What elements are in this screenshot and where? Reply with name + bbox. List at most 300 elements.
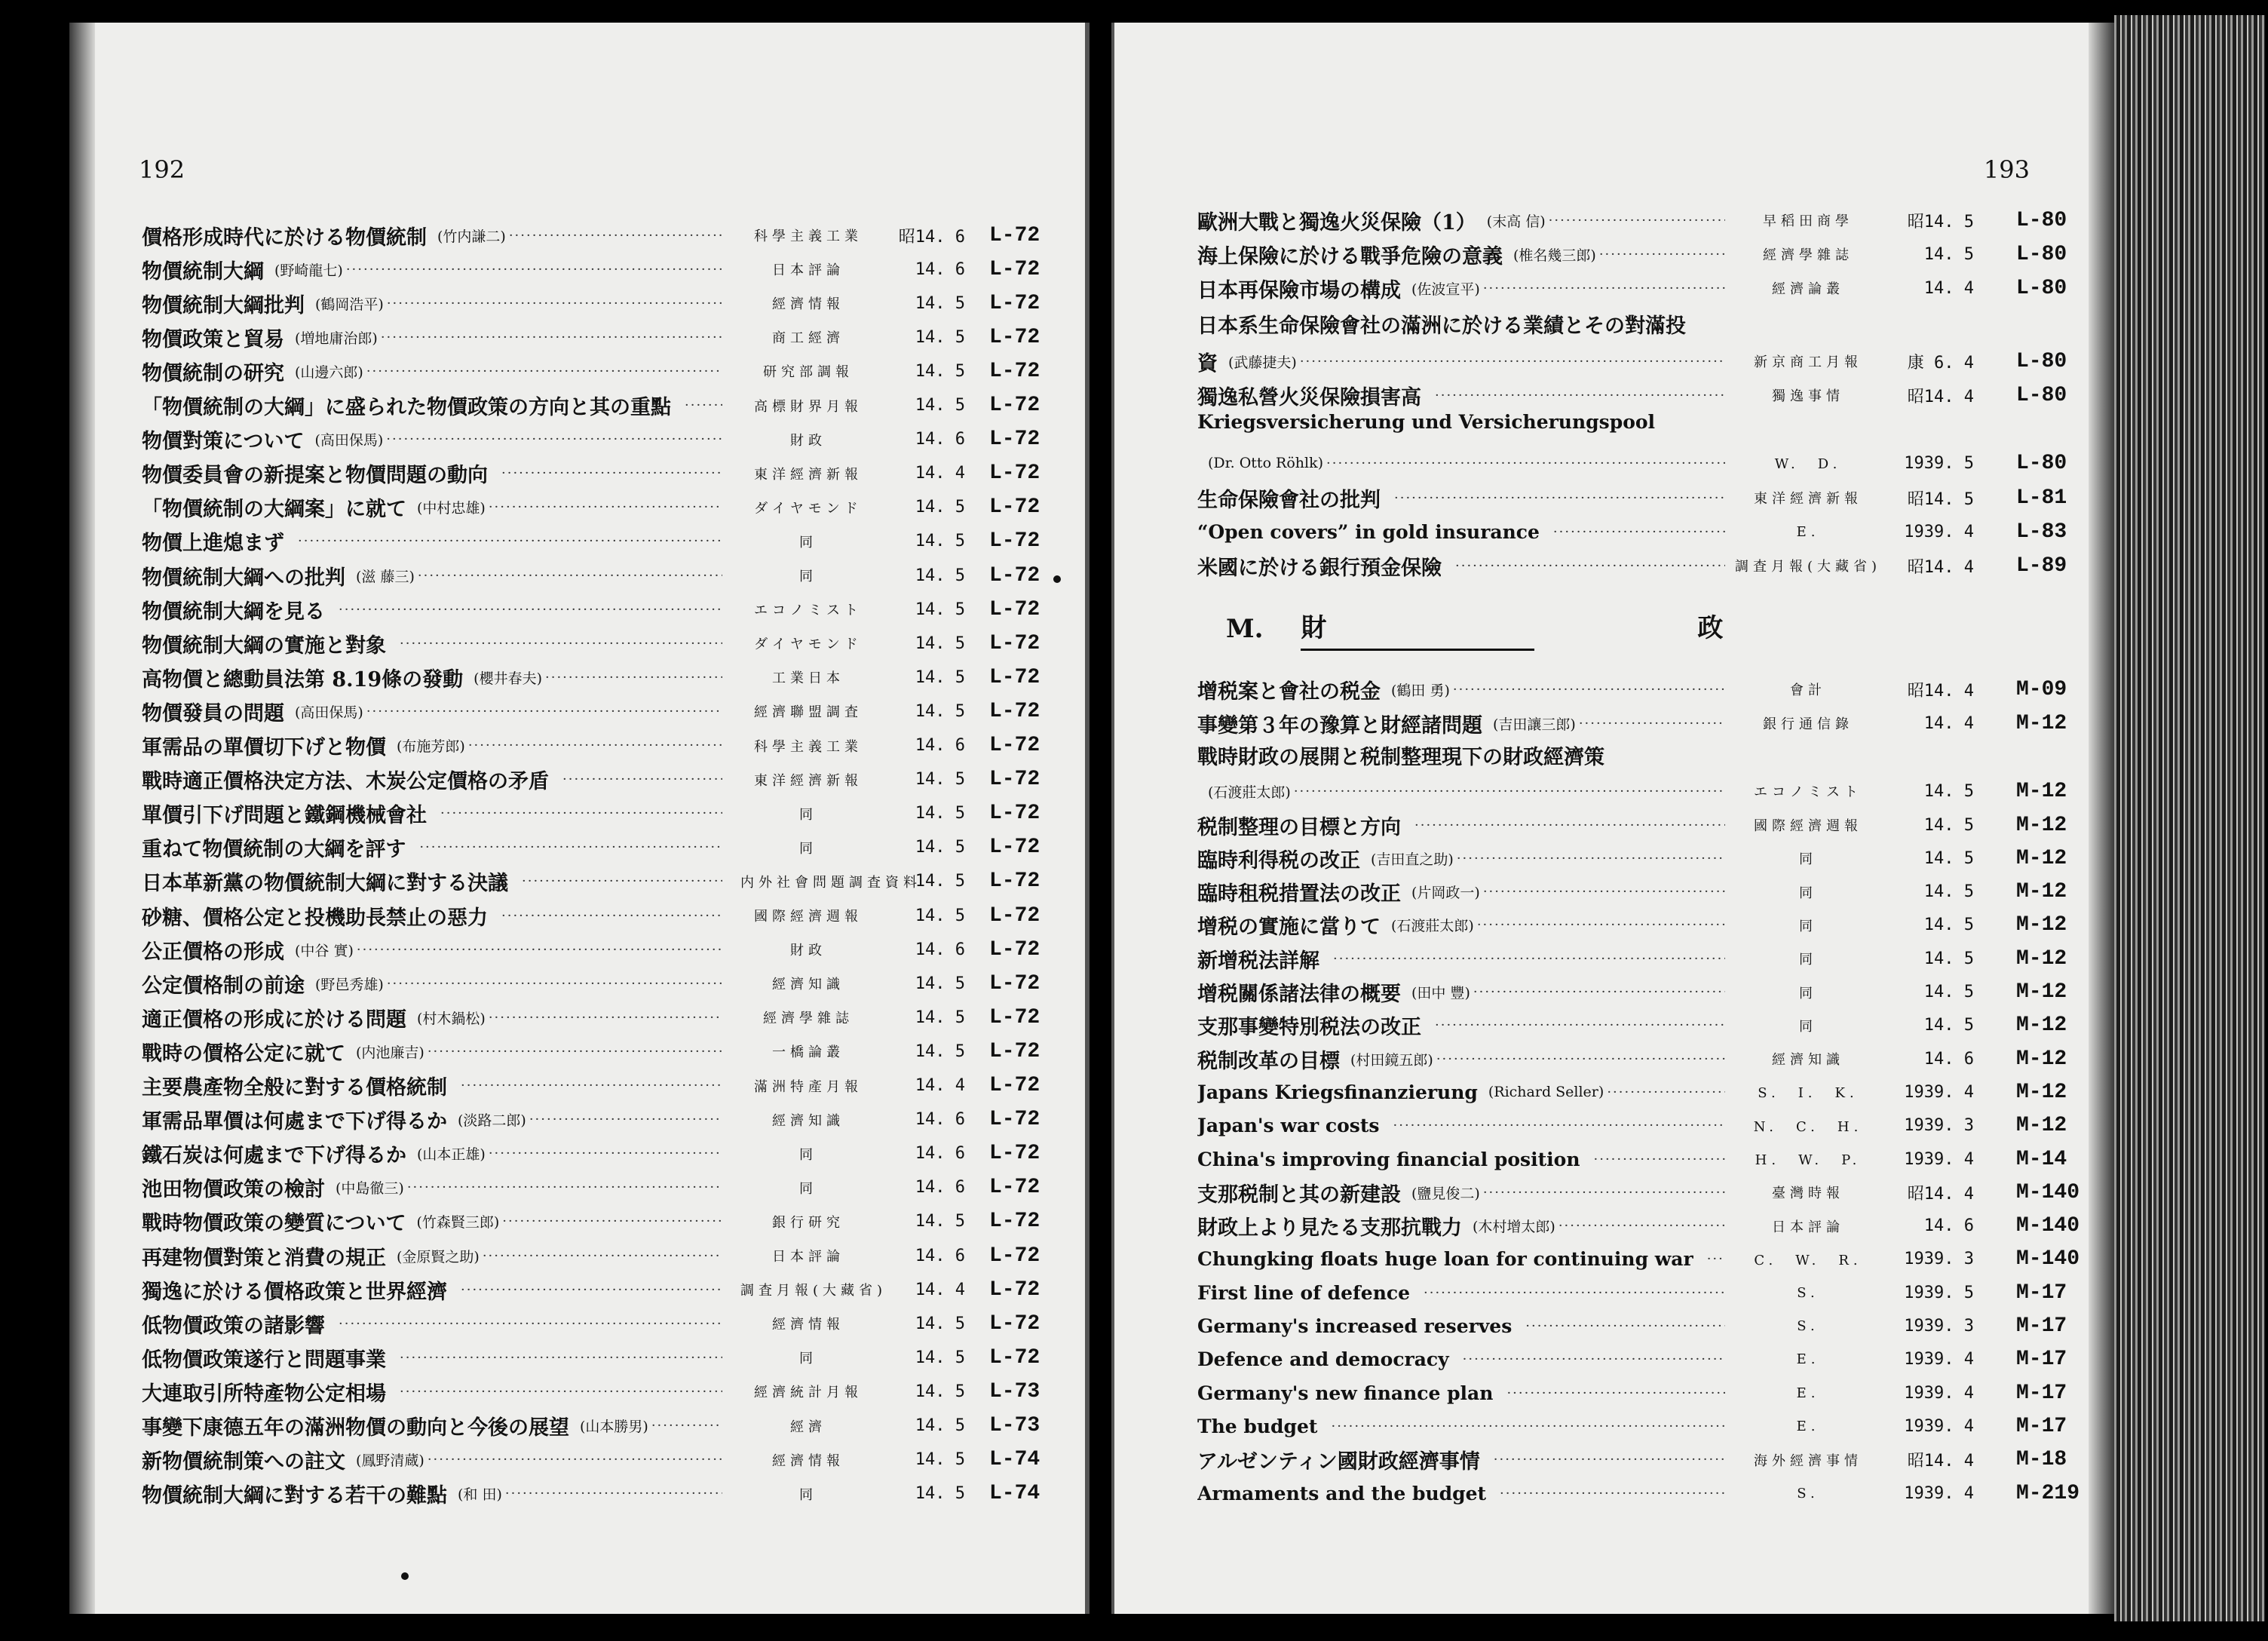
entry-author: (中島徹三) [336, 1180, 404, 1198]
entry-date: 昭14. 4 [1907, 1452, 1974, 1471]
entry-source: 財政 [790, 432, 826, 449]
entry-code: L-72 [989, 495, 1041, 520]
entry-title: 物價政策と貿易 [142, 327, 284, 351]
leader-dots [428, 1452, 722, 1468]
right-page [1111, 23, 2114, 1614]
entry-code: L-72 [989, 836, 1041, 860]
leader-dots [1483, 281, 1725, 296]
entry-title: 支那税制と其の新建設 [1197, 1182, 1401, 1207]
entry-title-cell [1197, 1315, 1725, 1337]
entry-date: 康 6. 4 [1907, 353, 1974, 373]
entry-date: 14. 5 [915, 667, 965, 687]
entry-title-cell [1197, 675, 1725, 704]
entry-code: M-17 [2016, 1381, 2067, 1405]
entry-author: (野崎龍七) [274, 262, 343, 279]
entry-title-cell [142, 1309, 722, 1339]
entry-title-cell [142, 1275, 722, 1305]
entry-title: 戰時適正價格決定方法、木炭公定價格の矛盾 [142, 770, 549, 794]
entry-code: M-18 [2016, 1448, 2067, 1472]
leader-dots [1326, 455, 1725, 471]
entry-date: 14. 6 [1923, 1216, 1974, 1236]
entry-row [1114, 707, 2114, 740]
entry-date: 14. 5 [1923, 781, 1974, 801]
entry-code: L-72 [989, 563, 1041, 587]
entry-date: 昭14. 5 [1907, 489, 1974, 509]
entry-row [69, 219, 1085, 252]
entry-title-cell [1197, 1382, 1725, 1404]
entry-code: L-72 [989, 1005, 1041, 1029]
left-page [69, 23, 1090, 1614]
entry-row [1114, 238, 2114, 271]
entry-code: L-81 [2016, 486, 2067, 510]
entry-source: 經濟情報 [772, 1452, 844, 1469]
entry-title-cell [142, 833, 722, 862]
entry-title: 高物價と總動員法第 8.19條の發動 [142, 667, 464, 692]
entry-row [69, 661, 1085, 694]
entry-title: 增税關係諸法律の概要 [1197, 983, 1401, 1006]
entry-source: 經濟學雜誌 [1763, 247, 1853, 263]
leader-dots [1394, 490, 1725, 506]
entry-author: (椎名幾三郎) [1513, 247, 1596, 264]
entry-date: 14. 5 [915, 906, 965, 925]
leader-dots [1393, 1118, 1725, 1133]
leader-dots [502, 1213, 722, 1229]
entry-source: 同 [1799, 985, 1817, 1001]
entry-author: (竹内謙二) [437, 228, 506, 245]
entry-source: E. [1796, 523, 1820, 540]
entry-title-line: 日本系生命保險會社の滿洲に於ける業績とその對滿投 [1197, 314, 1686, 338]
entry-date: 14. 5 [1923, 916, 1974, 935]
entry-code: L-89 [2016, 554, 2067, 578]
entry-code: M-12 [2016, 946, 2067, 971]
entry-title: 池田物價政策の檢討 [142, 1178, 325, 1202]
entry-title-cell [142, 255, 722, 284]
entry-title: 海上保險に於ける戰爭危險の意義 [1197, 244, 1503, 268]
leader-dots [419, 839, 722, 855]
entry-title-cell [1197, 1348, 1725, 1370]
entry-author: (山本正雄) [417, 1146, 486, 1164]
entry-title: 事變第３年の豫算と財經諸問題 [1197, 713, 1482, 738]
page-number: 193 [1983, 155, 2030, 184]
entry-code: L-72 [989, 597, 1041, 621]
entry-row [1114, 842, 2114, 875]
entry-title: 新增税法詳解 [1197, 949, 1319, 973]
entry-code: M-12 [2016, 980, 2067, 1004]
entry-source: E. [1796, 1385, 1820, 1401]
entry-author: (中村忠雄) [417, 500, 486, 517]
entry-source: 東洋經濟新報 [1754, 491, 1862, 507]
leader-dots [529, 1112, 722, 1127]
entry-date: 14. 6 [915, 430, 965, 449]
entry-row [69, 899, 1085, 932]
entry-title-cell [142, 1071, 722, 1100]
entry-date: 14. 6 [915, 1110, 965, 1130]
entry-title-cell [1197, 483, 1725, 513]
entry-code: L-73 [989, 1414, 1041, 1437]
entry-title-cell [142, 526, 722, 556]
entry-date: 14. 6 [915, 1246, 965, 1265]
entry-author: (田中 豐) [1411, 985, 1470, 1001]
entry-source: 早稻田商學 [1763, 213, 1853, 229]
entry-row [69, 1239, 1085, 1272]
entry-row [69, 1171, 1085, 1204]
entry-code: L-72 [989, 1039, 1041, 1063]
entry-row [1114, 515, 2114, 548]
entry-row [1114, 808, 2114, 842]
entry-date: 14. 5 [915, 1382, 965, 1401]
entry-code: L-72 [989, 802, 1041, 826]
entry-title: 新物價統制策への註文 [142, 1450, 345, 1474]
entry-title-cell [142, 391, 722, 420]
print-speck [1053, 575, 1061, 583]
entry-source: 獨逸事情 [1772, 388, 1844, 404]
entry-source: 日本評論 [772, 262, 844, 279]
entry-source: 調査月報(大藏省) [1734, 559, 1882, 575]
entry-date: 1939. 4 [1904, 1416, 1974, 1436]
entry-author: (吉田讓三郎) [1493, 716, 1576, 733]
entry-date: 1939. 5 [1904, 1283, 1974, 1302]
leader-dots [1599, 247, 1725, 262]
book-page-edges [2114, 15, 2265, 1621]
leader-dots [339, 1316, 722, 1332]
entry-date: 14. 5 [915, 701, 965, 721]
entry-date: 14. 5 [915, 1484, 965, 1504]
entry-row [1114, 1310, 2114, 1343]
entry-date: 14. 5 [915, 600, 965, 619]
leader-dots [651, 1418, 722, 1434]
entry-title-cell [142, 459, 722, 488]
entry-source: 科學主義工業 [754, 229, 863, 244]
entry-source: 財政 [790, 943, 826, 959]
entry-title-cell [1197, 1178, 1725, 1207]
entry-row [1114, 204, 2114, 237]
entry-date: 14. 5 [1923, 983, 1974, 1001]
entry-title-cell [1197, 844, 1725, 873]
entry-source: W. D. [1774, 456, 1842, 472]
leader-dots [1333, 951, 1725, 967]
entry-title-cell [1197, 1081, 1725, 1103]
entry-author: (鶴田 勇) [1391, 682, 1450, 699]
leader-dots [1579, 716, 1725, 732]
entry-title: 獨逸私營火災保險損害高 [1197, 385, 1421, 409]
entry-date: 14. 5 [915, 838, 965, 857]
entry-title: 「物價統制の大綱案」に就て [142, 498, 406, 522]
entry-author: (山邊六郎) [295, 363, 363, 381]
entry-row [69, 1477, 1085, 1511]
leader-dots [505, 1486, 722, 1501]
entry-code: L-72 [989, 1108, 1041, 1132]
entry-author: (石渡莊太郎) [1208, 784, 1291, 801]
entry-source: 研究部調報 [763, 364, 854, 381]
entry-date: 1939. 4 [1904, 1149, 1974, 1169]
entry-title: 適正價格の形成に於ける問題 [142, 1008, 406, 1032]
entry-row [69, 1307, 1085, 1340]
leader-dots [366, 704, 722, 719]
entry-title-cell [142, 595, 722, 624]
entry-title: 米國に於ける銀行預金保險 [1197, 556, 1442, 580]
entry-source: 東洋經濟新報 [754, 466, 863, 483]
entry-row [69, 763, 1085, 796]
entry-title: 低物價政策の諸影響 [142, 1314, 325, 1338]
entry-source: 會計 [1790, 682, 1826, 698]
entry-title-cell [142, 731, 722, 760]
entry-source: 經濟知識 [772, 1112, 844, 1129]
leader-dots [489, 499, 722, 515]
entry-title-cell [142, 765, 722, 794]
entry-title: 税制整理の目標と方向 [1197, 815, 1401, 839]
entry-row [69, 1103, 1085, 1136]
entry-title: 臨時利得税の改正 [1197, 848, 1360, 873]
entry-author: (中谷 實) [295, 942, 354, 959]
entry-title: アルゼンティン國財政經濟事情 [1197, 1450, 1480, 1474]
entry-source: 内外社會問題調査資料 [740, 874, 921, 891]
entry-code: M-12 [2016, 1014, 2067, 1038]
entry-source: S. I. K. [1758, 1085, 1859, 1102]
entry-code: M-09 [2016, 677, 2067, 701]
entry-source: 一橋論叢 [772, 1044, 844, 1061]
leader-dots [440, 805, 722, 821]
entry-source: 同 [1799, 851, 1817, 868]
leader-dots [298, 533, 722, 549]
entry-code: M-12 [2016, 813, 2067, 837]
entry-row [69, 729, 1085, 762]
entry-title: 物價統制大綱批判 [142, 293, 305, 317]
entry-row [69, 321, 1085, 354]
entry-title-cell [142, 867, 722, 896]
entry-title-cell [142, 357, 722, 386]
entry-source: E. [1796, 1351, 1820, 1368]
entry-code: L-72 [989, 1244, 1041, 1268]
entry-date: 14. 5 [1923, 1016, 1974, 1035]
entry-title-cell [142, 1241, 722, 1271]
entry-title-cell [1197, 1445, 1725, 1474]
entry-row [69, 491, 1085, 524]
entry-source: 科學主義工業 [754, 738, 863, 755]
entry-date: 昭14. 4 [1907, 1184, 1974, 1204]
leader-dots [501, 908, 722, 924]
entry-source: 經濟 [790, 1419, 826, 1435]
entry-source: 同 [799, 806, 817, 823]
entry-title: 税制改革の目標 [1197, 1049, 1340, 1073]
entry-code: L-74 [989, 1448, 1041, 1472]
entry-author: (末高 信) [1486, 213, 1546, 230]
entry-author: (和 田) [458, 1486, 502, 1504]
entry-title: 物價統制大綱を見る [142, 600, 325, 624]
entry-title: 日本革新黨の物價統制大綱に對する決議 [142, 872, 508, 896]
entry-row [69, 559, 1085, 592]
entry-source: 同 [799, 569, 817, 584]
leader-dots [1500, 1486, 1725, 1501]
entry-title: Japan's war costs [1197, 1115, 1380, 1137]
entry-title: 物價統制大綱の實施と對象 [142, 633, 386, 658]
entry-source: 同 [1799, 885, 1817, 901]
entry-source: 同 [1799, 1018, 1817, 1035]
leader-dots [545, 670, 722, 686]
entry-title-cell [142, 425, 722, 454]
entry-code: L-72 [989, 870, 1041, 894]
entry-title-cell [1197, 910, 1725, 940]
entry-title: China's improving financial position [1197, 1148, 1580, 1170]
entry-date: 14. 5 [1923, 244, 1974, 264]
entry-date: 14. 5 [1923, 815, 1974, 835]
entry-title-cell [142, 323, 722, 352]
entry-source: S. [1797, 1318, 1819, 1334]
entry-title: “Open covers” in gold insurance [1197, 520, 1540, 543]
entry-source: ダイヤモンド [754, 500, 863, 517]
entry-source: 經濟聯盟調査 [754, 704, 863, 721]
entry-date: 1939. 4 [1904, 1350, 1974, 1370]
entry-author: (村田鏡五郎) [1350, 1051, 1433, 1069]
entry-code: M-17 [2016, 1348, 2067, 1372]
entry-title: 公定價格制の前途 [142, 974, 305, 998]
leader-dots [1436, 1051, 1725, 1067]
entry-source: エコノミスト [754, 603, 863, 619]
entry-title-cell [142, 799, 722, 828]
entry-title: Japans Kriegsfinanzierung [1197, 1081, 1478, 1103]
leader-dots [400, 1350, 722, 1366]
entry-title-cell [142, 1445, 722, 1474]
entry-source: S. [1797, 1485, 1819, 1501]
entry-row [69, 627, 1085, 660]
entry-row [1114, 1042, 2114, 1075]
entry-date: 1939. 4 [1904, 522, 1974, 541]
entry-code: L-72 [989, 428, 1041, 452]
entry-date: 昭14. 5 [1907, 212, 1974, 232]
entry-title: First line of defence [1197, 1281, 1411, 1304]
entry-code: L-83 [2016, 520, 2067, 544]
entry-title: 事變下康德五年の滿洲物價の動向と今後の展望 [142, 1416, 569, 1440]
entry-title: 生命保險會社の批判 [1197, 488, 1381, 512]
entry-row [69, 1409, 1085, 1443]
entry-title: Armaments and the budget [1197, 1482, 1487, 1505]
leader-dots [357, 942, 722, 958]
entry-date: 14. 5 [915, 566, 965, 585]
entry-title: 物價上進熄まず [142, 532, 284, 556]
entry-date: 14. 5 [915, 770, 965, 790]
entry-title-cell [1197, 1416, 1725, 1437]
entry-date: 昭14. 4 [1907, 557, 1974, 577]
entry-code: M-12 [2016, 1114, 2067, 1138]
entry-date: 14. 5 [915, 872, 965, 891]
entry-title-cell [1197, 944, 1725, 974]
leader-dots [501, 465, 722, 481]
entry-date: 昭14. 4 [1907, 387, 1974, 406]
entry-title: 物價發員の問題 [142, 701, 284, 725]
leader-dots [1483, 1185, 1725, 1201]
entry-title-cell [142, 1207, 722, 1236]
entry-date: 14. 5 [1923, 882, 1974, 902]
entry-date: 14. 4 [915, 1076, 965, 1095]
entry-row [69, 933, 1085, 966]
leader-dots [381, 330, 722, 345]
entry-row [1114, 976, 2114, 1009]
entry-code: L-72 [989, 1210, 1041, 1234]
entry-date: 14. 5 [915, 327, 965, 347]
entry-author: (布施芳郎) [397, 738, 465, 755]
entry-row [1114, 481, 2114, 514]
entry-row [1114, 1243, 2114, 1276]
entry-date: 14. 4 [915, 1280, 965, 1299]
entry-row [1114, 673, 2114, 706]
entry-title-cell [142, 289, 722, 318]
entry-code: L-72 [989, 462, 1041, 486]
entry-title-cell [142, 1139, 722, 1168]
entry-author: (山本勝男) [580, 1419, 648, 1435]
entry-source: 同 [799, 1180, 817, 1197]
entry-title-line: 戰時財政の展開と税制整理現下の財政經濟策 [1197, 746, 1604, 769]
leader-dots [428, 1044, 722, 1060]
leader-dots [346, 262, 722, 278]
entry-title: 鐵石炭は何處まで下げ得るか [142, 1144, 406, 1168]
leader-dots [1553, 524, 1725, 540]
entry-source: E. [1796, 1418, 1820, 1434]
entry-code: M-140 [2016, 1214, 2080, 1238]
entry-code: L-80 [2016, 383, 2067, 407]
entry-title-cell [142, 697, 722, 726]
entry-title: Defence and democracy [1197, 1348, 1449, 1371]
entry-title: 低物價政策遂行と問題事業 [142, 1348, 386, 1372]
entry-row [69, 1205, 1085, 1238]
entry-row [1114, 1376, 2114, 1409]
leader-dots [1506, 1385, 1725, 1401]
entry-row [69, 797, 1085, 830]
entry-code: L-72 [989, 359, 1041, 383]
entry-code: L-72 [989, 1345, 1041, 1370]
entry-date: 1939. 3 [1904, 1116, 1974, 1136]
leader-dots [400, 1384, 722, 1400]
entry-title-cell [1197, 381, 1725, 410]
entry-code: L-72 [989, 768, 1041, 792]
entry-date: 14. 5 [915, 1041, 965, 1061]
entry-title-cell [1197, 877, 1725, 906]
entry-title: 物價委員會の新提案と物價問題の動向 [142, 464, 488, 488]
entry-title: 獨逸に於ける價格政策と世界經濟 [142, 1280, 447, 1304]
leader-dots [387, 296, 722, 311]
leader-dots [1331, 1419, 1725, 1434]
entry-title: 單價引下げ問題と鐵鋼機械會社 [142, 804, 427, 828]
entry-title-cell [1197, 1149, 1725, 1170]
leader-dots [1294, 784, 1725, 799]
entry-source: 東洋經濟新報 [754, 772, 863, 789]
entry-title: 軍需品の單價切下げと物價 [142, 736, 386, 759]
entry-code: M-12 [2016, 1080, 2067, 1104]
entry-title: 戰時の價格公定に就て [142, 1041, 345, 1066]
entry-row [1114, 1210, 2114, 1243]
leader-dots [1457, 851, 1725, 867]
entry-title-cell [142, 1343, 722, 1373]
entry-title-cell [1197, 977, 1725, 1007]
leader-dots [1453, 682, 1725, 698]
entry-title-cell [1197, 1115, 1725, 1136]
entry-date: 14. 4 [1923, 278, 1974, 298]
leader-dots [522, 873, 722, 889]
entry-code: M-14 [2016, 1147, 2067, 1171]
entry-title-cell [142, 663, 722, 692]
leader-dots [1483, 884, 1725, 900]
entry-source: 工業日本 [772, 670, 844, 687]
entry-row [1114, 876, 2114, 909]
entry-title-line: Kriegsversicherung und Versicherungspool [1197, 411, 1656, 433]
leader-dots [468, 738, 722, 753]
entry-row [1114, 1409, 2114, 1443]
entry-code: L-80 [2016, 208, 2067, 232]
entry-title-cell [142, 1003, 722, 1032]
entry-title-cell [142, 629, 722, 658]
leader-dots [685, 397, 722, 413]
entry-date: 14. 5 [915, 1314, 965, 1333]
entry-row [69, 967, 1085, 1000]
entry-title: 資 [1197, 351, 1218, 376]
